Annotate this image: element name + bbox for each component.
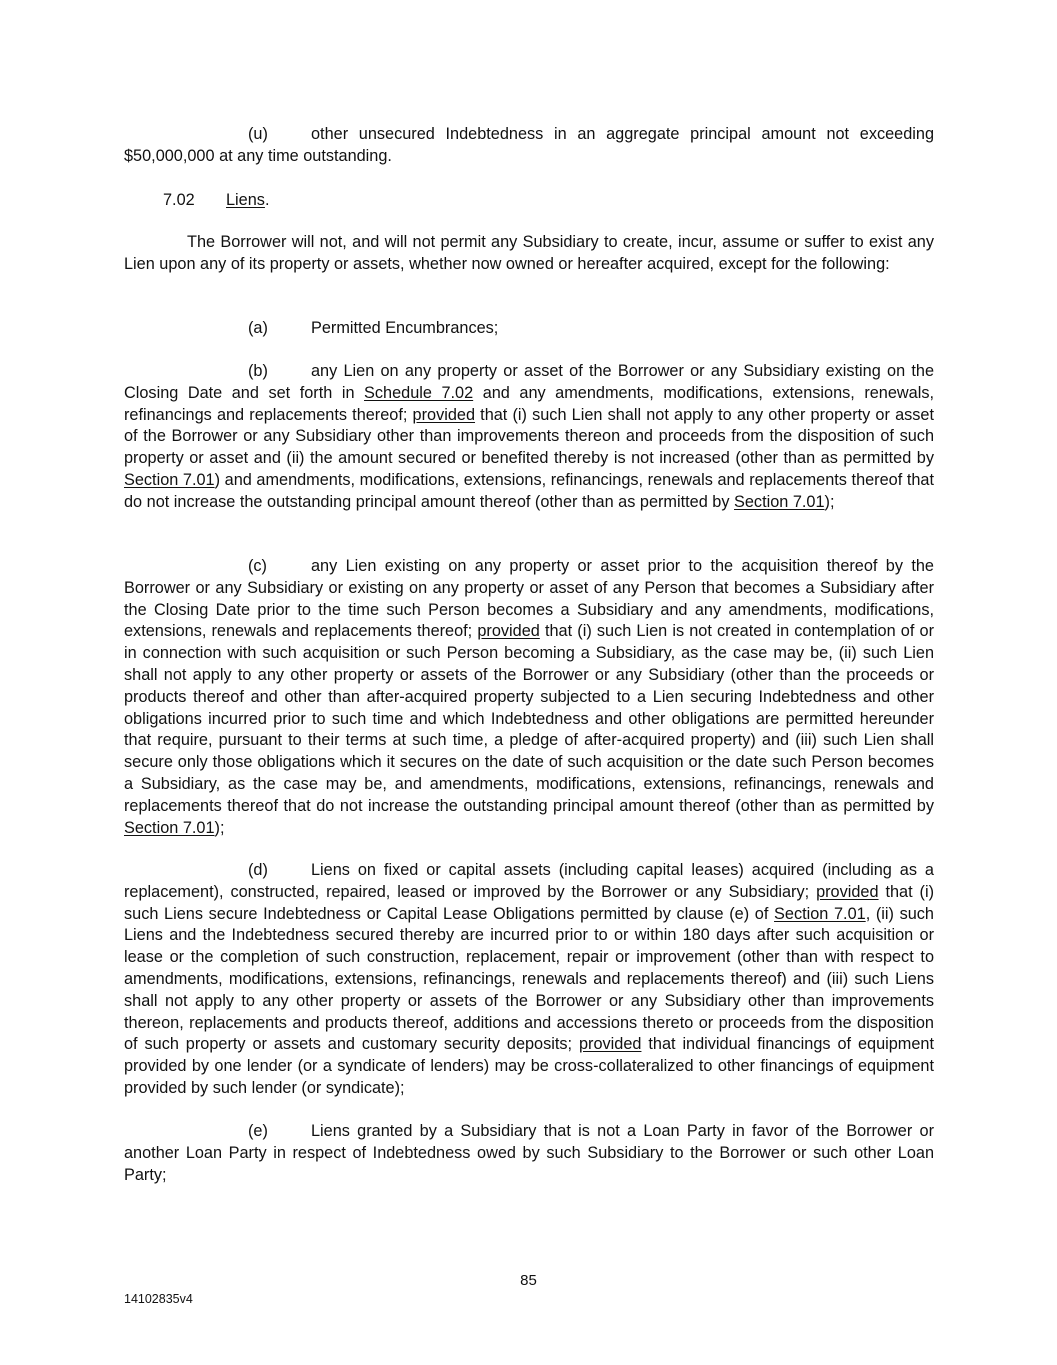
section-7-01-ref: Section 7.01: [124, 818, 215, 837]
clause-d-text: , (ii) such Liens and the Indebtedness secured thereby are incurred prior to or within 180 days after such acquisition or lease or the completion of such construction, replacement, repair or improvement (other than with respect to amendments, modifications, extensions, refinancings, renewals and replacements thereof) and (iii) such Liens shall not apply to any other property or assets of the Borrower or any Subsidiary other than improvements thereon, replacements and products thereof, additions and accessions thereto or proceeds from the disposition of such property or assets and customary security deposits;: [124, 904, 934, 1054]
clause-e: [124, 1121, 934, 1186]
page-number: 85: [520, 1272, 537, 1289]
clause-b: [124, 361, 934, 514]
section-number: 7.02: [163, 191, 195, 209]
schedule-7-02-ref: Schedule 7.02: [364, 383, 474, 402]
clause-d-text: that individual financings of equipment provided by one lender (or a syndicate of lenders) may be cross-collateralized to other financings of equipment provided by such lender (or syndicate);: [124, 1035, 934, 1097]
section-title: Liens: [226, 191, 265, 209]
clause-c-label: (c): [248, 557, 267, 575]
section-7-01-ref: Section 7.01: [124, 470, 215, 489]
provided-term: provided: [816, 882, 879, 901]
section-title-period: .: [264, 191, 270, 209]
intro-paragraph: The Borrower will not, and will not permit any Subsidiary to create, incur, assume or suffer to exist any Lien upon any of its property or assets, whether now owned or hereafter acquired, except for the following:: [124, 233, 934, 273]
document-id: 14102835v4: [124, 1292, 193, 1306]
clause-d-text: Liens on fixed or capital assets (including capital leases) acquired (including as a replacement), constructed, repaired, leased or improved by the Borrower or any Subsidiary;: [124, 861, 934, 901]
section-7-01-ref: Section 7.01: [734, 492, 825, 511]
clause-c-text: any Lien existing on any property or asset prior to the acquisition thereof by the Borrower or any Subsidiary or existing on any property or asset of any Person that becomes a Subsidiary after the Closing Date prior to the time such Person becomes a Subsidiary and any amendments, modifications, extensions, renewals and replacements thereof;: [124, 557, 934, 641]
clause-d: [124, 860, 934, 1100]
clause-u-text: other unsecured Indebtedness in an aggregate principal amount not exceeding $50,000,000 at any time outstanding.: [124, 125, 934, 165]
section-heading: [163, 190, 269, 212]
clause-c-text: );: [214, 818, 225, 837]
clause-a-label: (a): [248, 319, 268, 337]
clause-e-label: (e): [248, 1122, 268, 1140]
clause-b-text: and any amendments, modifications, extensions, renewals, refinancings and replacements thereof;: [124, 383, 934, 424]
clause-b-text: that (i) such Lien shall not apply to any other property or asset of the Borrower or any Subsidiary other than improvements thereon and proceeds from the disposition of such property or asset and (ii) the amount secured or benefited thereby is not increased (other than as permitted by: [124, 405, 934, 468]
clause-c: [124, 556, 934, 839]
clause-b-text: );: [824, 492, 835, 511]
clause-a: [124, 318, 934, 340]
provided-term: provided: [578, 1035, 642, 1054]
clause-a-text: Permitted Encumbrances;: [311, 319, 499, 337]
clause-u: [124, 124, 934, 168]
provided-term: provided: [477, 622, 540, 641]
clause-b-label: (b): [248, 362, 268, 380]
clause-b-text: ) and amendments, modifications, extensions, refinancings, renewals and replacements thereof that do not increase the outstanding principal amount thereof (other than as permitted by: [124, 470, 934, 511]
provided-term: provided: [412, 405, 476, 424]
clause-d-label: (d): [248, 861, 268, 879]
section-7-01-ref: Section 7.01: [774, 904, 866, 923]
clause-c-text: that (i) such Lien is not created in contemplation of or in connection with such acquisition or such Person becoming a Subsidiary, as the case may be, (ii) such Lien shall not apply to any other property or assets of the Borrower or any Subsidiary (other than the proceeds or products thereof and other than after-acquired property subjected to a Lien securing Indebtedness and other obligations incurred prior to such time and which Indebtedness and other obligations are permitted hereunder that require, pursuant to their terms at such time, a pledge of after-acquired property) and (iii) such Lien shall secure only those obligations which it secures on the date of such acquisition or the date such Person becomes a Subsidiary, as the case may be, and amendments, modifications, extensions, refinancings, renewals and replacements thereof that do not increase the outstanding principal amount thereof (other than as permitted by: [124, 622, 934, 815]
clause-u-label: (u): [248, 125, 268, 143]
clause-b-text: any Lien on any property or asset of the Borrower or any Subsidiary existing on the Closing Date and set forth in: [124, 362, 934, 402]
clause-e-text: Liens granted by a Subsidiary that is not a Loan Party in favor of the Borrower or another Loan Party in respect of Indebtedness owed by such Subsidiary to the Borrower or such other Loan Party;: [124, 1122, 934, 1184]
clause-d-text: that (i) such Liens secure Indebtedness or Capital Lease Obligations permitted by clause (e) of: [124, 882, 935, 923]
